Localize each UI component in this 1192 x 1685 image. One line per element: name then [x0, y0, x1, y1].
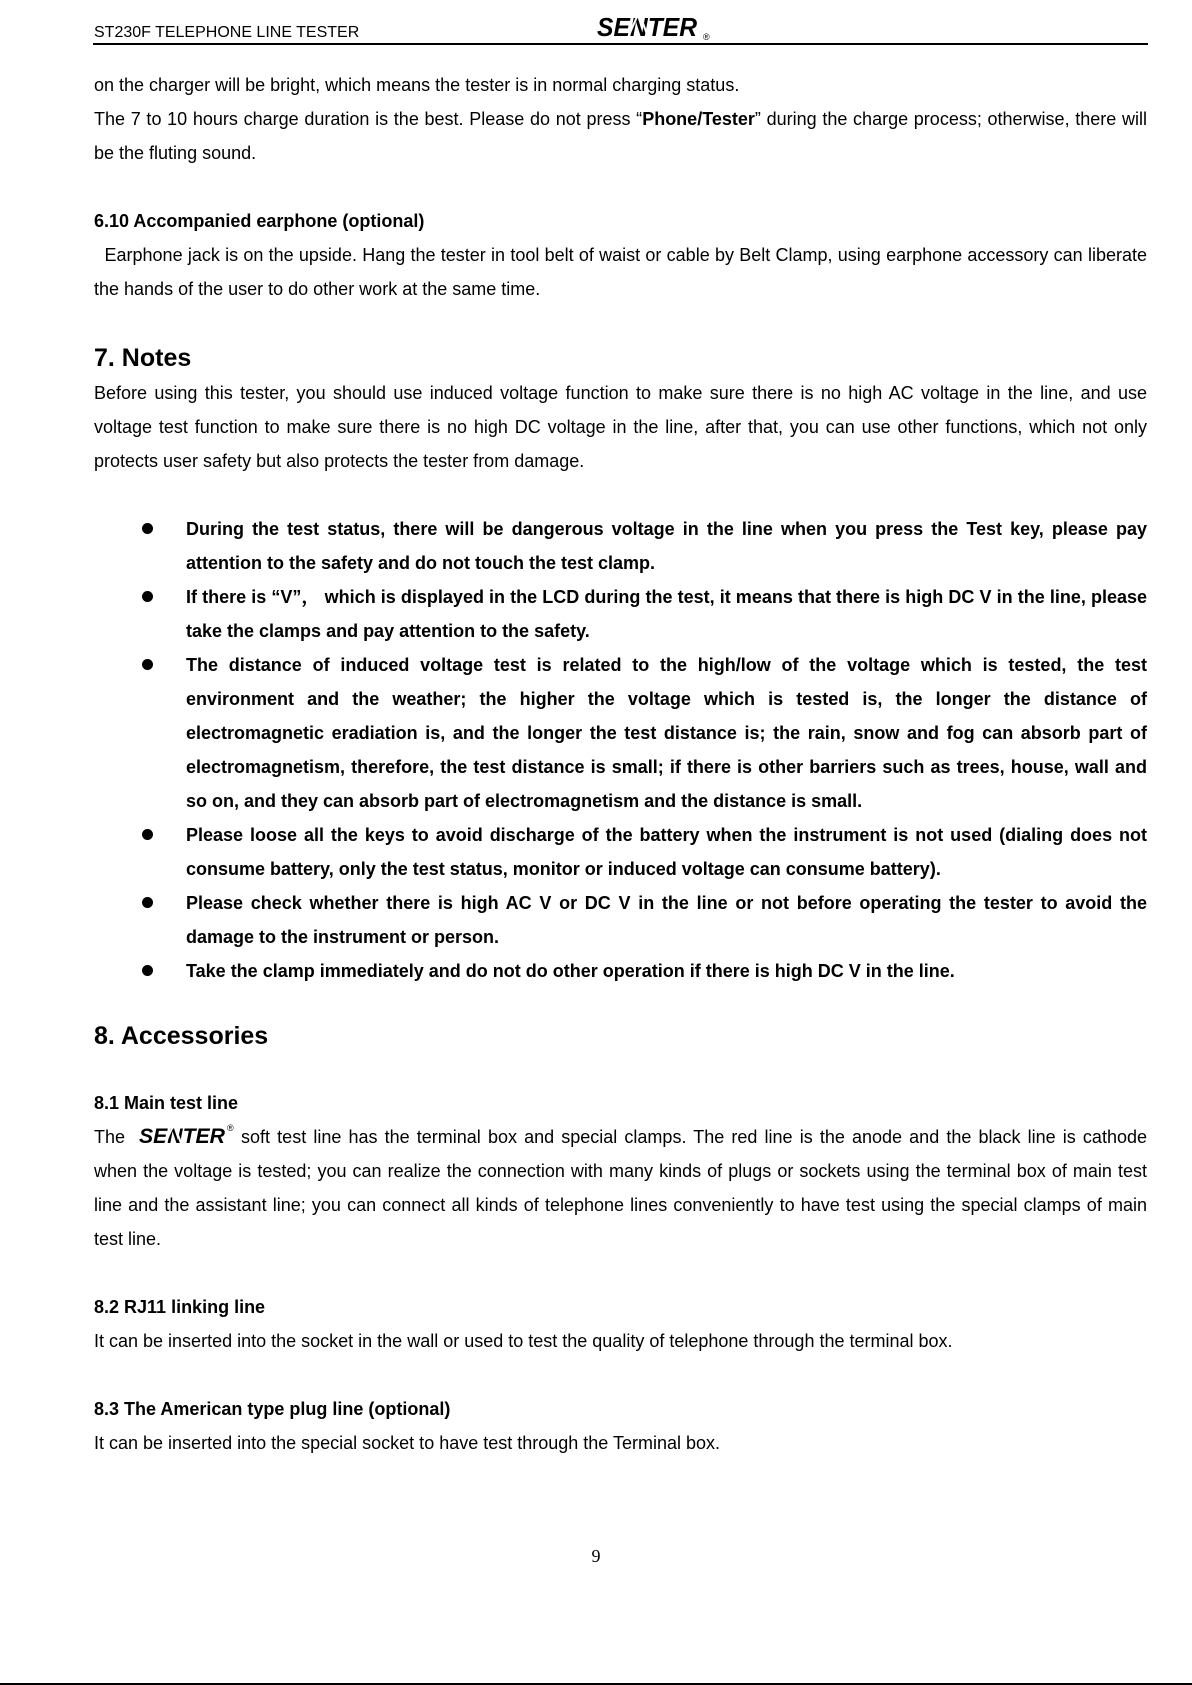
header-rule [93, 43, 1148, 45]
paragraph [94, 1120, 1147, 1256]
list-item [94, 818, 1147, 886]
list-item [94, 954, 1147, 988]
svg-text:®: ® [227, 1123, 234, 1133]
senter-logo-inline [139, 1122, 235, 1148]
section-heading-8-3: 8.3 The American type plug line (optional) [94, 1399, 451, 1419]
section-heading-8: 8. Accessories [94, 1022, 269, 1050]
bullet-icon [142, 897, 153, 908]
section-heading-8-1: 8.1 Main test line [94, 1093, 239, 1113]
list-item-text: Please check whether there is high AC V or DC V in the line or not before operating the tester to avoid the damage to the instrument or person. [186, 893, 1147, 947]
list-item-text: Please loose all the keys to avoid discharge of the battery when the instrument is not used (dialing does not consume battery, only the test status, monitor or induced voltage can consume battery). [186, 825, 1147, 879]
text-run: soft test line has the terminal box and special clamps. The red line is the anode and the black line is cathode when the voltage is tested; you can realize the connection with many kinds of plugs or sockets using the terminal box of main test line and the assistant line; you can connect all kinds of telephone lines conveniently to have test using the special clamps of main test line. [94, 1127, 1147, 1249]
list-item-text: Take the clamp immediately and do not do other operation if there is high DC V in the line. [186, 961, 955, 981]
svg-text:®: ® [703, 32, 710, 42]
notes-list [94, 512, 1147, 988]
phone-tester-key-label: Phone/Tester [642, 109, 755, 129]
svg-text:SENTER: SENTER [139, 1125, 226, 1148]
paragraph: Earphone jack is on the upside. Hang the tester in tool belt of waist or cable by Belt Clamp, using earphone accessory can liberate the hands of the user to do other work at the same time. [94, 245, 1153, 299]
senter-logo [597, 10, 717, 44]
running-header-title: ST230F TELEPHONE LINE TESTER [94, 24, 360, 41]
list-item [94, 648, 1147, 818]
list-item-text: The distance of induced voltage test is related to the high/low of the voltage which is tested, the test environment and the weather; the higher the voltage which is tested is, the longer the distance of electromagnetic eradiation is, and the longer the test distance is; the rain, snow and fog can absorb part of electromagnetism, therefore, the test distance is small; if there is other barriers such as trees, house, wall and so on, and they can absorb part of electromagnetism and the distance is small. [186, 655, 1147, 811]
paragraph [94, 102, 1147, 170]
paragraph: on the charger will be bright, which means the tester is in normal charging status. [94, 75, 740, 95]
text-run: The 7 to 10 hours charge duration is the best. Please do not press “ [94, 109, 643, 129]
list-item-text: During the test status, there will be dangerous voltage in the line when you press the Test key, please pay attention to the safety and do not touch the test clamp. [186, 519, 1147, 573]
bullet-icon [142, 829, 153, 840]
bullet-icon [142, 591, 153, 602]
list-item [94, 886, 1147, 954]
section-heading-7: 7. Notes [94, 344, 192, 372]
list-item-text: If there is “V”， which is displayed in the LCD during the test, it means that there is high DC V in the line, please take the clamps and pay attention to the safety. [186, 587, 1147, 641]
section-heading-6-10: 6.10 Accompanied earphone (optional) [94, 211, 425, 231]
bullet-icon [142, 659, 153, 670]
paragraph: It can be inserted into the socket in the wall or used to test the quality of telephone through the terminal box. [94, 1331, 953, 1351]
list-item [94, 580, 1147, 648]
svg-text:SENTER: SENTER [597, 12, 698, 42]
paragraph: Before using this tester, you should use induced voltage function to make sure there is no high AC voltage in the line, and use voltage test function to make sure there is no high DC voltage in the line, after that, you can use other functions, which not only protects user safety but also protects the tester from damage. [94, 383, 1147, 471]
page-number: 9 [591, 1546, 601, 1566]
page-content [94, 68, 1153, 1460]
bullet-icon [142, 523, 153, 534]
paragraph: It can be inserted into the special socket to have test through the Terminal box. [94, 1433, 721, 1453]
text-run: ” during the charge process; otherwise, there will be the fluting sound. [94, 109, 1148, 163]
list-item [94, 512, 1147, 580]
text-run: The [94, 1127, 126, 1147]
bullet-icon [142, 965, 153, 976]
section-heading-8-2: 8.2 RJ11 linking line [94, 1297, 266, 1317]
